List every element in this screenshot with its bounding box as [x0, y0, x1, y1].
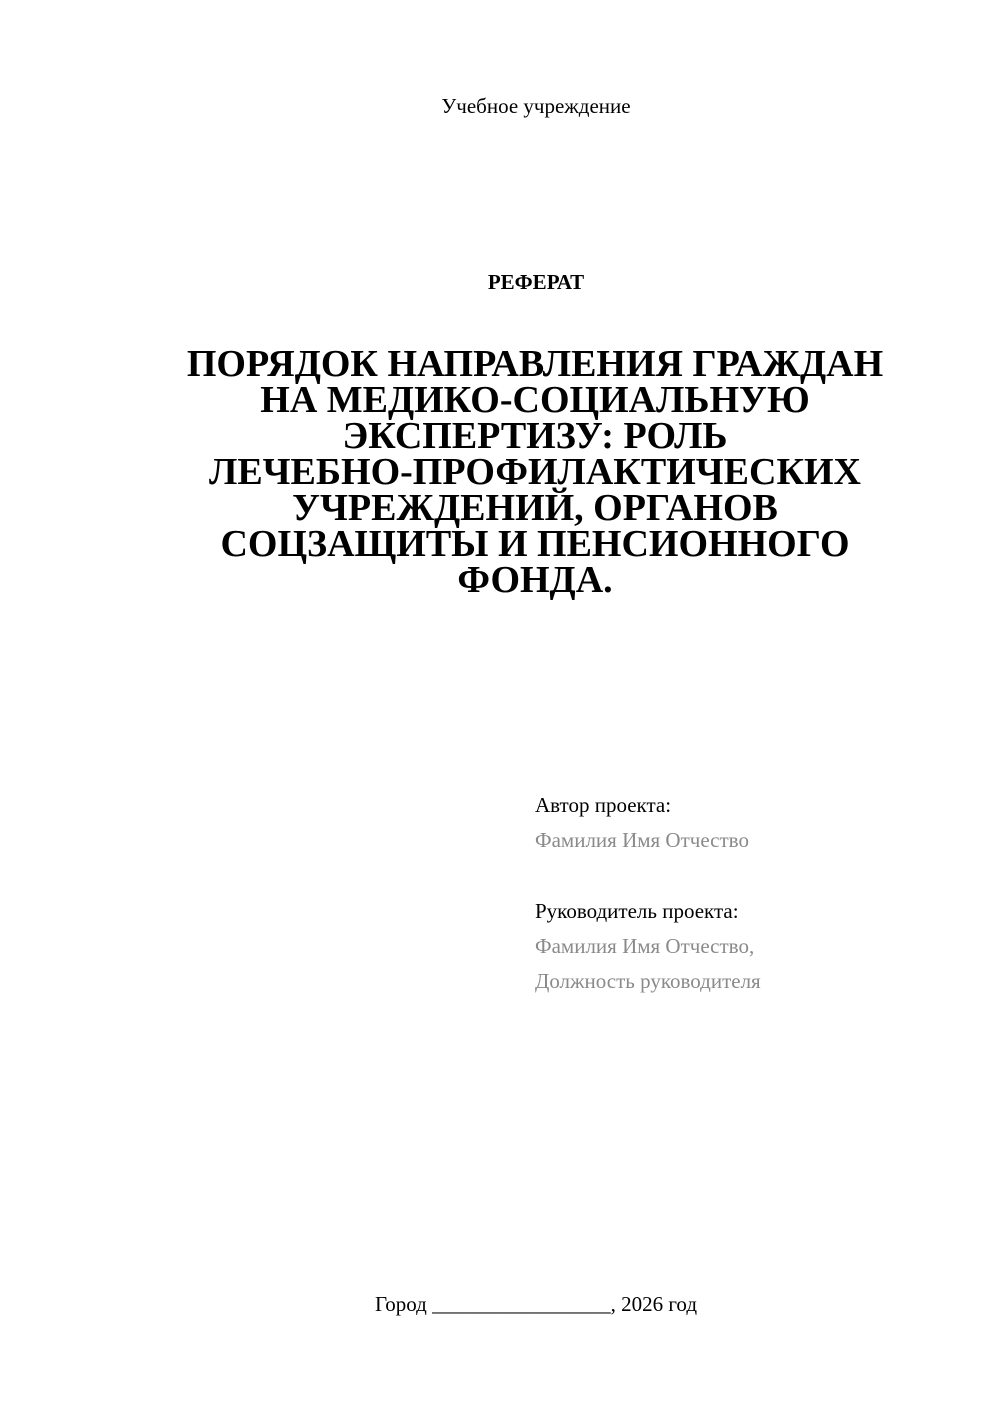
title-line: ФОНДА. [457, 559, 613, 601]
supervisor-position-placeholder: Должность руководителя [535, 969, 761, 993]
title-line: ЛЕЧЕБНО-ПРОФИЛАКТИЧЕСКИХ [209, 451, 861, 493]
supervisor-label: Руководитель проекта: [535, 899, 739, 923]
credits-spacer [535, 858, 965, 894]
title-line: УЧРЕЖДЕНИЙ, ОРГАНОВ [292, 487, 778, 529]
supervisor-name-placeholder: Фамилия Имя Отчество, [535, 934, 755, 958]
city-year-line: Город _________________, 2026 год [374, 1292, 698, 1316]
title-line: НА МЕДИКО-СОЦИАЛЬНУЮ [260, 379, 810, 421]
credits-block [535, 788, 965, 999]
author-label: Автор проекта: [535, 793, 672, 817]
document-type: РЕФЕРАТ [487, 270, 585, 294]
author-name-placeholder: Фамилия Имя Отчество [535, 828, 749, 852]
title-line: ПОРЯДОК НАПРАВЛЕНИЯ ГРАЖДАН [186, 343, 884, 385]
title-line: СОЦЗАЩИТЫ И ПЕНСИОННОГО [220, 523, 850, 565]
institution-name: Учебное учреждение [441, 94, 631, 118]
title-line: ЭКСПЕРТИЗУ: РОЛЬ [342, 415, 728, 457]
document-title [150, 343, 920, 601]
